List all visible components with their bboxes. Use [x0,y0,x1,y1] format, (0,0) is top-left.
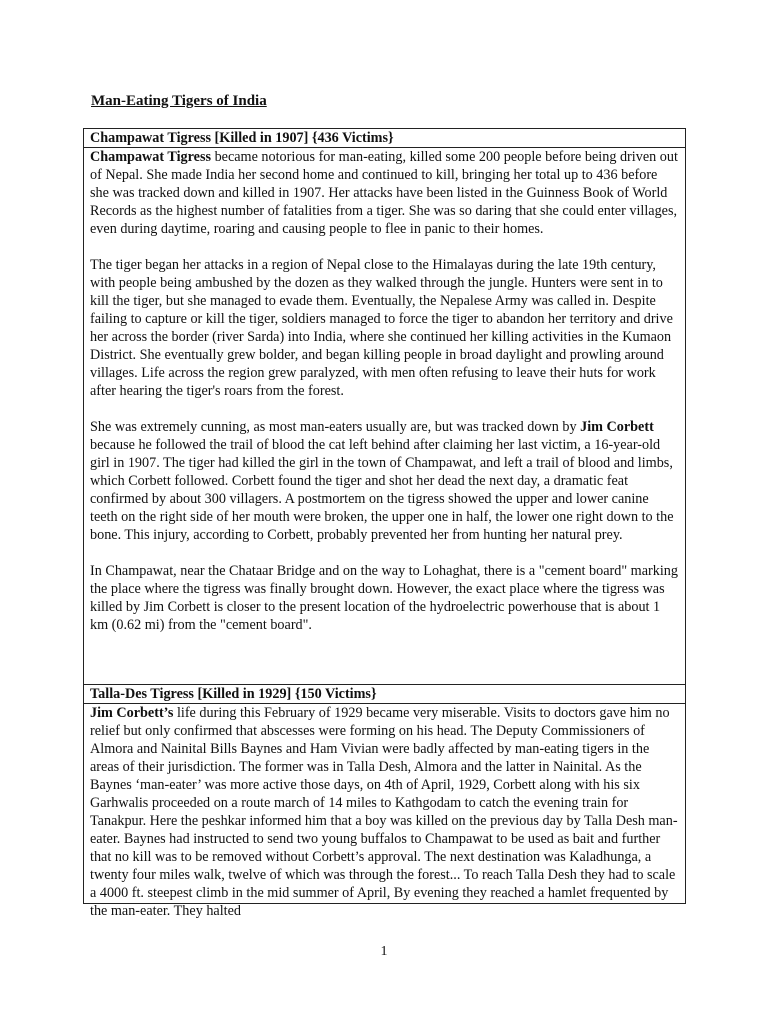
table-row [84,685,686,704]
champawat-paragraph-1 [90,148,679,238]
talla-des-paragraph-1-text: life during this February of 1929 became very miserable. Visits to doctors gave him no relief but only confirmed that abscesses were forming on his head. The Deputy Commissioners of Almora and Nainital Bills Baynes and Ham Vivian were badly affected by man-eating tigers in the areas of their jurisdiction. The former was in Talla Desh, Almora and the latter in Nainital. As the Baynes ‘man-eater’ was more active those days, on 4th of April, 1929, Corbett along with his six Garhwalis proceeded on a route march of 14 miles to Kathgodam to catch the evening train for Tanakpur. Here the peshkar informed him that a boy was killed on the previous day by Talla Desh man-eater. Baynes had instructed to send two young buffalos to Champawat to be used as bait and further that no kill was to be removed without Corbett’s approval. The next destination was Kaladhunga, a twenty four miles walk, twelve of which was through the forest... To reach Talla Desh they had to scale a 4000 ft. steepest climb in the mid summer of April, By evening they reached a hamlet frequented by the man-eater. They halted [90,705,678,919]
table-row [84,129,686,148]
talla-des-paragraph-1 [90,704,679,920]
talla-des-lead: Jim Corbett’s [90,705,174,721]
document-title: Man-Eating Tigers of India [91,93,267,109]
champawat-paragraph-3-before: She was extremely cunning, as most man-eaters usually are, but was tracked down by [90,419,581,435]
section-heading-talla-des: Talla-Des Tigress [Killed in 1929] {150 Victims} [84,685,686,704]
champawat-paragraph-3 [90,418,679,544]
champawat-paragraph-2: The tiger began her attacks in a region of Nepal close to the Himalayas during the late 19th century, with people being ambushed by the dozen as they walked through the jungle. Hunters were sent in to kill the tiger, but she managed to evade them. Eventually, the Nepalese Army was called in. Despite failing to capture or kill the tiger, soldiers managed to force the tiger to abandon her territory and drive her across the border (river Sarda) into India, where she continued her killing activities in the Kumaon District. She eventually grew bolder, and began killing people in broad daylight and prowling around villages. Life across the region grew paralyzed, with men often refusing to leave their huts for work after hearing the tiger's roars from the forest. [90,257,673,399]
champawat-paragraph-1-text: became notorious for man-eating, killed some 200 people before being driven out of Nepal. She made India her second home and continued to kill, bringing her total up to 436 before she was tracked down and killed in 1907. Her attacks have been listed in the Guinness Book of World Records as the highest number of fatalities from a tiger. She was so daring that she could enter villages, even during daytime, roaring and causing people to flee in panic to their homes. [90,149,678,237]
champawat-paragraph-4: In Champawat, near the Chataar Bridge and on the way to Lohaghat, there is a "cement board" marking the place where the tigress was finally brought down. However, the exact place where the tigress was killed by Jim Corbett is closer to the present location of the hydroelectric powerhouse that is about 1 km (0.62 mi) from the "cement board". [90,563,678,633]
page-number: 1 [380,944,388,959]
tiger-table [83,128,686,919]
section-body-champawat [84,148,686,685]
table-row [84,704,686,904]
jim-corbett-name: Jim Corbett [580,419,654,435]
table-row [84,148,686,685]
champawat-lead: Champawat Tigress [90,149,212,165]
section-body-talla-des [84,704,686,919]
champawat-paragraph-3-after: because he followed the trail of blood the cat left behind after claiming her last victim, a 16-year-old girl in 1907. The tiger had killed the girl in the town of Champawat, and left a trail of blood and limbs, which Corbett followed. Corbett found the tiger and shot her dead the next day, a dramatic feat confirmed by about 300 villagers. A postmortem on the tigress showed the upper and lower canine teeth on the right side of her mouth were broken, the upper one in half, the lower one right down to the bone. This injury, according to Corbett, probably prevented her from hunting her natural prey. [90,437,674,543]
section-heading-champawat: Champawat Tigress [Killed in 1907] {436 Victims} [84,129,686,148]
